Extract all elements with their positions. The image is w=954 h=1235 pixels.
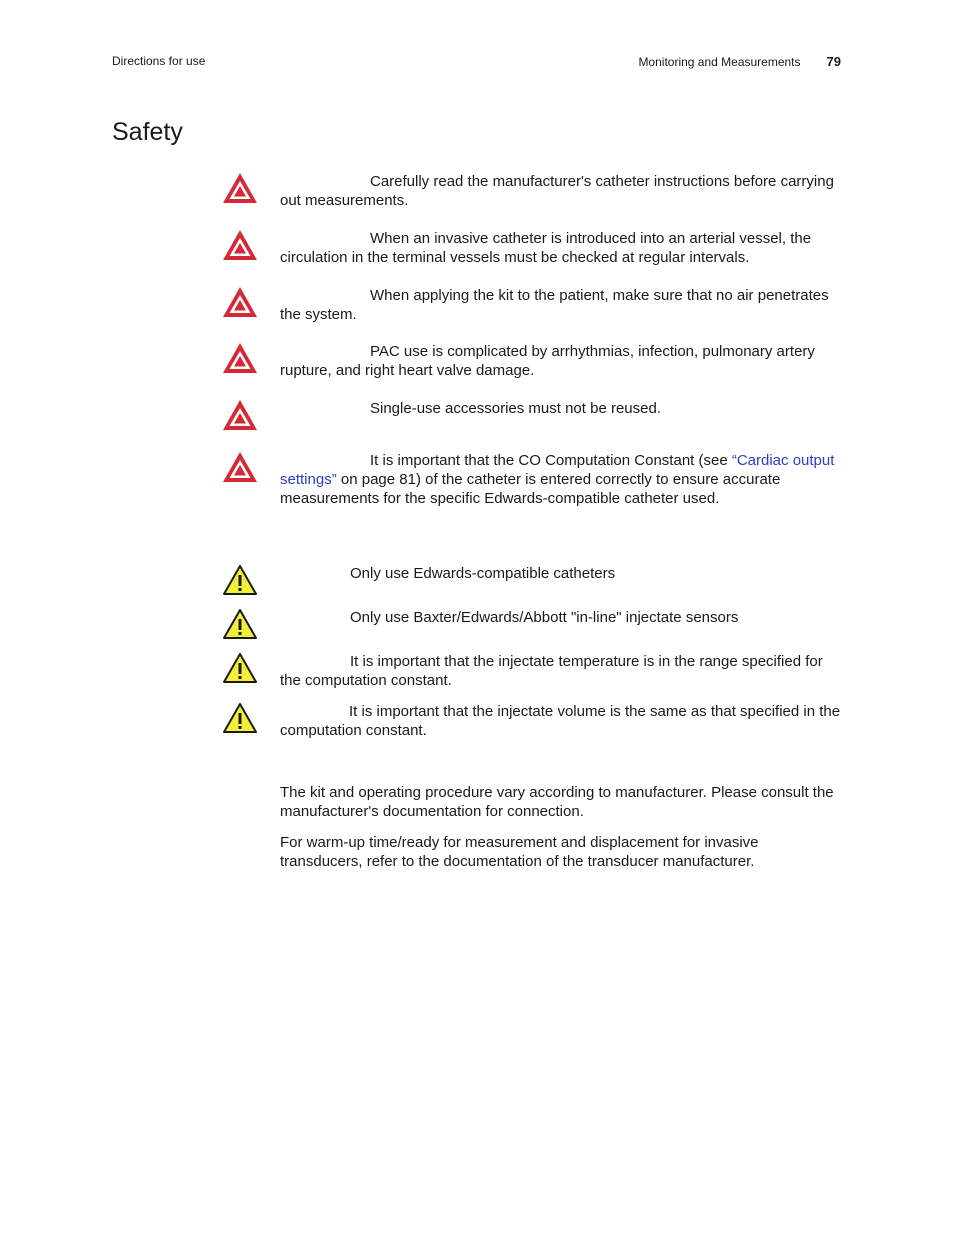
cross-reference-link[interactable]: “Cardiac output settings”: [280, 452, 835, 488]
running-header-right: [638, 54, 841, 69]
caution-exclamation-icon: [222, 702, 258, 734]
body-paragraph: The kit and operating procedure vary according to manufacturer. Please consult the manufacturer's documentation for connection.: [280, 784, 834, 820]
header-section-title: Monitoring and Measurements: [638, 55, 801, 69]
page-title: Safety: [112, 118, 183, 146]
warning-text: PAC use is complicated by arrhythmias, infection, pulmonary artery rupture, and right heart valve damage.: [280, 343, 815, 379]
warning-text: Carefully read the manufacturer's catheter instructions before carrying out measurements.: [280, 173, 834, 209]
warning-triangle-icon: [222, 229, 258, 261]
running-header-left: Directions for use: [112, 54, 206, 68]
caution-exclamation-icon: [222, 608, 258, 640]
caution-text: It is important that the injectate volume is the same as that specified in the computation constant.: [280, 703, 841, 739]
warning-triangle-icon: [222, 286, 258, 318]
caution-exclamation-icon: [222, 564, 258, 596]
warning-text-pre: It is important that the CO Computation Constant (see: [370, 452, 732, 469]
warning-text-post: on page 81) of the catheter is entered correctly to ensure accurate measurements for the specific Edwards-compatible catheter used.: [280, 471, 781, 507]
warning-text: [280, 451, 842, 508]
warning-text: Single-use accessories must not be reused.: [370, 400, 661, 417]
caution-exclamation-icon: [222, 652, 258, 684]
warning-triangle-icon: [222, 172, 258, 204]
warning-text: When applying the kit to the patient, make sure that no air penetrates the system.: [280, 287, 829, 323]
warning-text: When an invasive catheter is introduced into an arterial vessel, the circulation in the terminal vessels must be checked at regular intervals.: [280, 230, 812, 266]
caution-text: Only use Edwards-compatible catheters: [350, 565, 616, 582]
body-paragraph: For warm-up time/ready for measurement and displacement for invasive transducers, refer to the documentation of the transducer manufacturer.: [280, 834, 759, 870]
caution-text: Only use Baxter/Edwards/Abbott "in-line" injectate sensors: [350, 609, 739, 626]
page-number: 79: [826, 54, 841, 69]
warning-triangle-icon: [222, 342, 258, 374]
warning-triangle-icon: [222, 399, 258, 431]
caution-text: It is important that the injectate temperature is in the range specified for the computation constant.: [280, 653, 823, 689]
warning-triangle-icon: [222, 451, 258, 483]
